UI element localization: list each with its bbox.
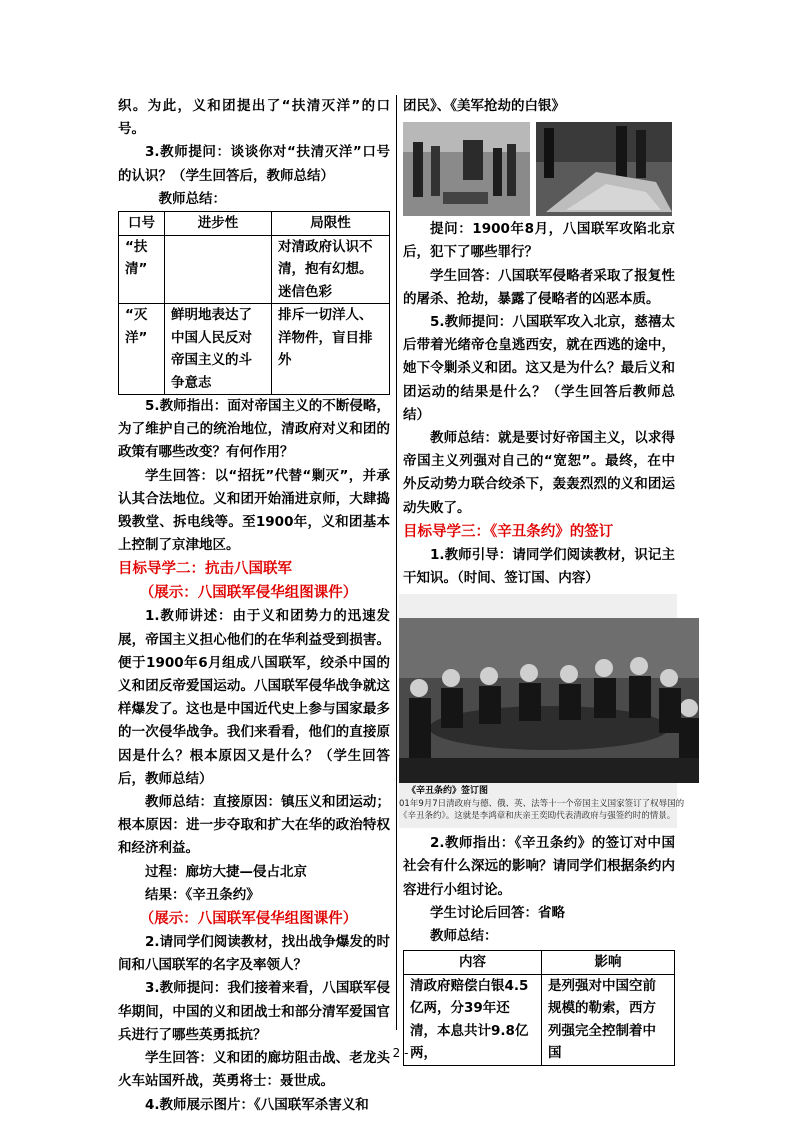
- table-cell: [165, 235, 272, 304]
- table-cell: “灭洋”: [119, 304, 165, 395]
- paragraph: 1.教师讲述：由于义和团势力的迅速发展，帝国主义担心他们的在华利益受到损害。便于1900年6月组成八国联军，绞杀中国的义和团反帝爱国运动。八国联军侵华战争就这样爆发了。这也是中国近代史上参与国家最多的一次侵华战争。我们来看看，他们的直接原因是什么？根本原因又是什么？（学生回答后，教师总结）: [118, 608, 390, 787]
- paragraph: 5.教师提问：八国联军攻入北京，慈禧太后带着光绪帝仓皇逃西安，就在西逃的途中，她下令剿杀义和团。这又是为什么？最后义和团运动的结果是什么？（学生回答后教师总结）: [403, 314, 675, 423]
- table-cell: 排斥一切洋人、洋物件，盲目排外: [272, 304, 390, 395]
- right-column: [399, 95, 685, 1066]
- paragraph: 学生回答：义和团的廊坊阻击战、老龙头火车站国歼战，英勇将士：聂世成。: [118, 1050, 390, 1090]
- paragraph: 教师总结：就是要讨好帝国主义，以求得帝国主义列强对自己的“宽恕”。最终，在中外反动势力联合绞杀下，轰轰烈烈的义和团运动失败了。: [403, 430, 675, 516]
- table-header: 内容: [404, 951, 542, 975]
- paragraph: 2.教师指出：《辛丑条约》的签订对中国社会有什么深远的影响？请同学们根据条约内容进行小组讨论。: [403, 835, 675, 898]
- table-cell: 清政府赔偿白银4.5亿两，分39年还清，本息共计9.8亿两，: [404, 974, 542, 1065]
- treaty-signing-photo: [399, 618, 699, 783]
- paragraph: 团民》、《美军抢劫的白银》: [403, 98, 565, 114]
- table-cell: 对清政府认识不清，抱有幻想。迷信色彩: [272, 235, 390, 304]
- paragraph: 提问：1900年8月，八国联军攻陷北京后，犯下了哪些罪行？: [403, 221, 675, 261]
- paragraph: 过程：廊坊大捷—侵占北京: [145, 863, 307, 880]
- table-cell: “扶清”: [119, 235, 165, 304]
- photo-row: [403, 122, 675, 216]
- paragraph: 3.教师提问：谈谈你对“扶清灭洋”口号的认识？（学生回答后，教师总结）: [118, 144, 390, 184]
- section-subheading: （展示：八国联军侵华组图课件）: [139, 585, 358, 602]
- section-subheading: （展示：八国联军侵华组图课件）: [139, 911, 358, 928]
- table-row: [119, 304, 390, 395]
- column-divider: [396, 95, 397, 1030]
- paragraph: 学生讨论后回答：省略: [430, 904, 565, 921]
- paragraph: 教师总结：: [430, 928, 498, 945]
- paragraph: 学生回答：八国联军侵略者采取了报复性的屠杀、抢劫，暴露了侵略者的凶恶本质。: [403, 267, 675, 307]
- paragraph: 5.教师指出：面对帝国主义的不断侵略，为了维护自己的统治地位，清政府对义和团的政策有哪些改变？有何作用？: [118, 398, 390, 461]
- figure-caption: 01年9月7日清政府与德、俄、英、法等十一个帝国主义国家签订了权辱国的《辛丑条约》。这就是李鸿章和庆亲王奕劻代表清政府与强签约时的情景。: [399, 799, 685, 822]
- paragraph: 织。为此，义和团提出了“扶清灭洋”的口号。: [118, 98, 390, 138]
- section-heading: 目标导学二：抗击八国联军: [118, 561, 292, 578]
- table-cell: 是列强对中国空前规模的勒索，西方列强完全控制着中国: [542, 974, 675, 1065]
- slogan-table: [118, 211, 390, 395]
- paragraph: 2.请同学们阅读教材，找出战争爆发的时间和八国联军的名字及率领人？: [118, 934, 390, 974]
- paragraph: 教师总结：直接原因：镇压义和团运动；根本原因：进一步夺取和扩大在华的政治特权和经济利益。: [118, 794, 390, 857]
- section-heading: 目标导学三：《辛丑条约》的签订: [403, 523, 614, 540]
- paragraph: 1.教师引导：请同学们阅读教材，识记主干知识。（时间、签订国、内容）: [403, 546, 675, 587]
- table-header: 进步性: [165, 212, 272, 236]
- paragraph: 学生回答：以“招抚”代替“剿灭”，并承认其合法地位。义和团开始涌进京师，大肆捣毁教堂、拆电线等。至1900年，义和团基本上控制了京津地区。: [118, 467, 390, 554]
- page-number: - 2 -: [384, 1046, 409, 1060]
- paragraph: 3.教师提问：我们接着来看，八国联军侵华期间，中国的义和团战士和部分清军爱国官兵进行了哪些英勇抵抗？: [118, 980, 390, 1043]
- table-row: [119, 235, 390, 304]
- paragraph: 结果：《辛丑条约》: [145, 886, 260, 903]
- looted-silver-photo: [536, 122, 672, 216]
- left-column: [118, 95, 390, 1117]
- table-header: 口号: [119, 212, 165, 236]
- massacre-photo: [403, 122, 530, 216]
- table-header: 影响: [542, 951, 675, 975]
- figure-caption-title: 《辛丑条约》签订图: [407, 786, 489, 797]
- table-cell: 鲜明地表达了中国人民反对帝国主义的斗争意志: [165, 304, 272, 395]
- paragraph: 4.教师展示图片：《八国联军杀害义和: [145, 1096, 369, 1113]
- treaty-figure: [399, 594, 685, 828]
- table-header: 局限性: [272, 212, 390, 236]
- paragraph: 教师总结：: [158, 190, 226, 207]
